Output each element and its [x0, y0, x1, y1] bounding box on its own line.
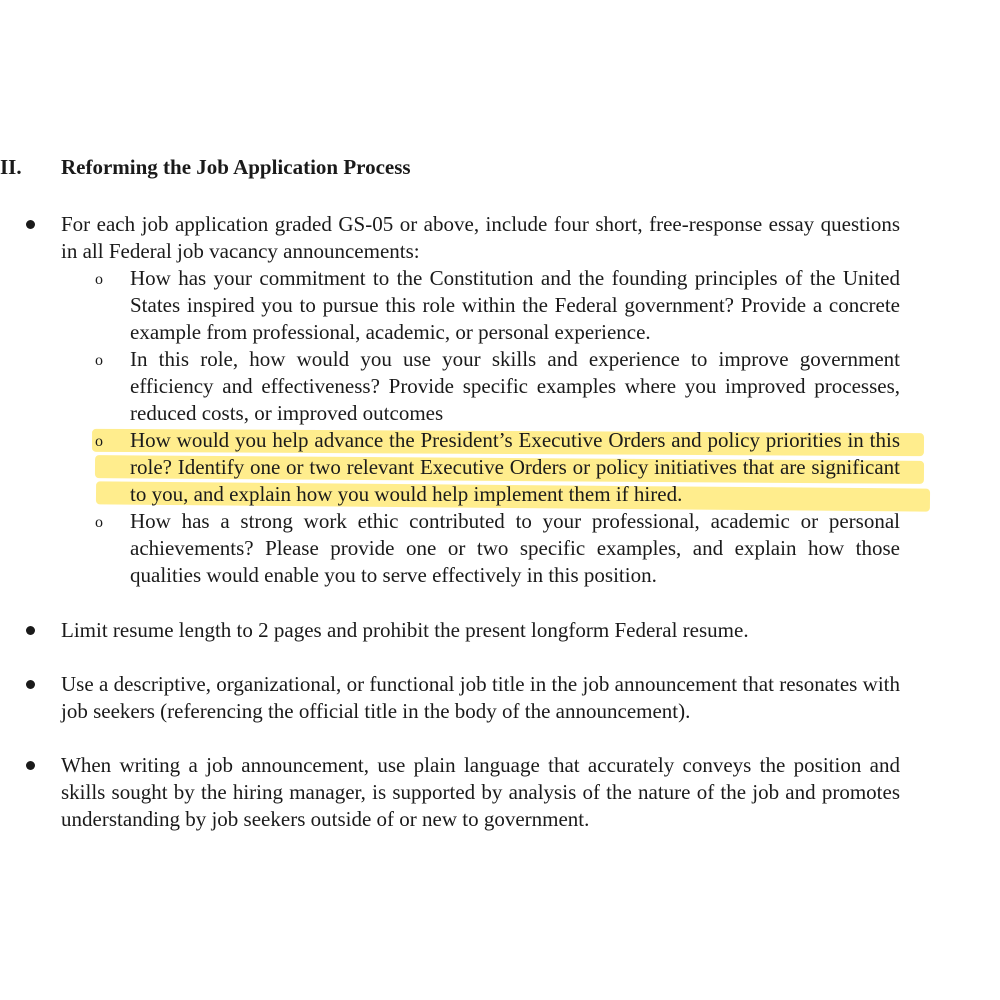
- section-number: II.: [0, 155, 22, 179]
- bullet-dot: [26, 626, 35, 635]
- sub-bullet-marker: o: [95, 514, 103, 531]
- bullet-text: When writing a job announcement, use plain language that accurately conveys the position and skills sought by the hiring manager, is supported by analysis of the nature of the job and promotes understanding by job seekers outside of or new to government.: [61, 753, 900, 831]
- sub-item-text: In this role, how would you use your skills and experience to improve government efficiency and effectiveness? Provide specific examples where you improved processes, reduced costs, or improved outcomes: [130, 347, 900, 425]
- bullet-dot: [26, 220, 35, 229]
- sub-item-text: How would you help advance the President’s Executive Orders and policy priorities in this role? Identify one or two relevant Executive Orders or policy initiatives that are significant to you, and explain how you would help implement them if hired.: [130, 428, 900, 506]
- section-title: Reforming the Job Application Process: [61, 155, 411, 179]
- sub-item-text: How has your commitment to the Constitution and the founding principles of the United States inspired you to pursue this role within the Federal government? Provide a concrete example from professional, academic, or personal experience.: [130, 266, 900, 344]
- bullet-dot: [26, 761, 35, 770]
- sub-bullet-marker: o: [95, 433, 103, 450]
- sub-bullet-marker: o: [95, 271, 103, 288]
- bullet-text: Use a descriptive, organizational, or functional job title in the job announcement that resonates with job seekers (referencing the official title in the body of the announcement).: [61, 672, 900, 723]
- bullet-dot: [26, 680, 35, 689]
- bullet-text: For each job application graded GS-05 or above, include four short, free-response essay questions in all Federal job vacancy announcements:: [61, 212, 900, 263]
- sub-bullet-marker: o: [95, 352, 103, 369]
- sub-item-text: How has a strong work ethic contributed to your professional, academic or personal achievements? Please provide one or two specific examples, and explain how those qualities would enable you to serve effectively in this position.: [130, 509, 900, 587]
- bullet-text: Limit resume length to 2 pages and prohibit the present longform Federal resume.: [61, 618, 749, 642]
